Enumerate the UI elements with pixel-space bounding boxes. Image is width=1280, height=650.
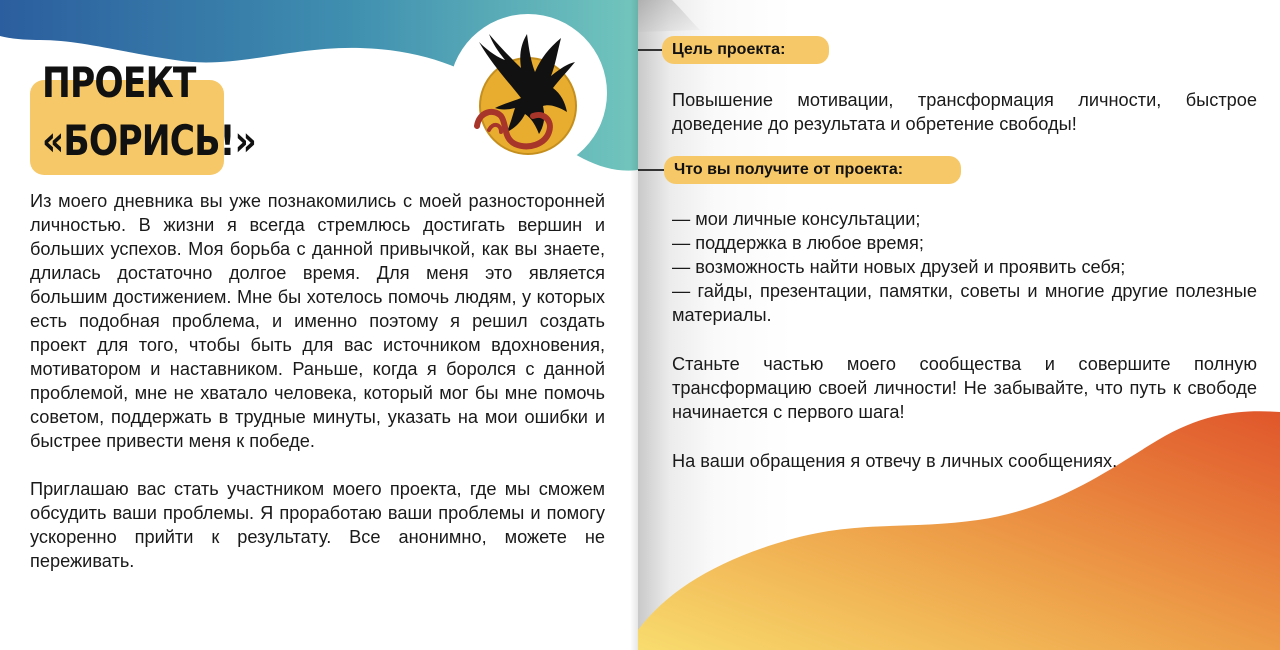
intro-text <box>30 189 605 597</box>
list-item: — поддержка в любое время; <box>672 233 924 253</box>
page-fold-shadow <box>630 0 638 650</box>
logo-badge <box>449 14 607 172</box>
list-item: — гайды, презентации, памятки, советы и многие другие полезные материалы. <box>672 281 1257 325</box>
left-page <box>0 0 638 650</box>
title-line-1: ПРОЕКТ <box>42 58 196 107</box>
list-item: — мои личные консультации; <box>672 209 921 229</box>
benefits-connector-line <box>638 169 666 171</box>
benefits-label: Что вы получите от проекта: <box>664 156 961 184</box>
goal-text: Повышение мотивации, трансформация личности, быстрое доведение до результата и обретение свободы! <box>672 90 1257 134</box>
intro-paragraph-1: Из моего дневника вы уже познакомились с моей разносторонней личностью. В жизни я всегда стремлюсь достигать вершин и больших успехов. Моя борьба с данной привычкой, как вы знаете, длилась достаточно долгое время. Для меня это является большим достижением. Мне бы хотелось помочь людям, у которых есть подобная проблема, и именно поэтому я решил создать проект для того, чтобы быть для вас источником вдохновения, мотиватором и наставником. Раньше, когда я боролся с данной проблемой, мне не хватало человека, который мог бы мне помочь советом, поддержать в трудные минуты, указать на мои ошибки и быстрее привести меня к победе. <box>30 191 605 451</box>
eagle-snake-icon <box>449 14 607 172</box>
goal-label: Цель проекта: <box>662 36 829 64</box>
right-page <box>638 0 1280 650</box>
call-to-action-text: Станьте частью моего сообщества и совершите полную трансформацию своей личности! Не забывайте, что путь к свободе начинается с первого шага! <box>672 354 1257 422</box>
intro-paragraph-2: Приглашаю вас стать участником моего проекта, где мы сможем обсудить ваши проблемы. Я проработаю ваши проблемы и помогу ускоренно прийти к результату. Все анонимно, можете не переживать. <box>30 479 605 571</box>
benefits-list <box>672 207 1257 327</box>
page-title <box>42 54 256 170</box>
title-line-2: «БОРИСЬ!» <box>42 116 256 165</box>
reply-note: На ваши обращения я отвечу в личных сообщениях. <box>672 451 1118 471</box>
goal-connector-line <box>638 49 664 51</box>
list-item: — возможность найти новых друзей и проявить себя; <box>672 257 1126 277</box>
